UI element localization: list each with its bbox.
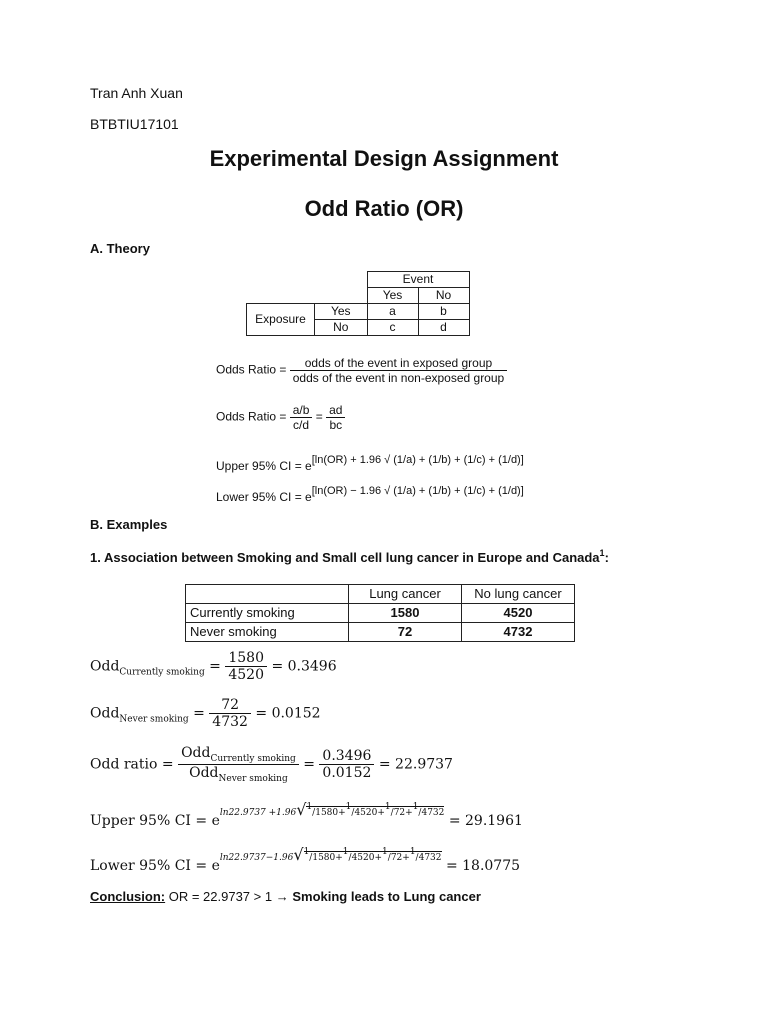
equals: = <box>209 658 221 675</box>
odd-currently-fraction <box>225 650 267 683</box>
slash: / <box>387 853 391 863</box>
or-numerator: odds of the event in exposed group <box>290 356 508 371</box>
table-row <box>186 604 575 623</box>
lower-ci-formula <box>216 485 524 504</box>
colon: : <box>604 550 609 565</box>
denom-c: 72 <box>393 808 406 818</box>
odd-ratio-symbolic-fraction <box>178 745 299 784</box>
exposure-yes: Yes <box>315 304 368 320</box>
cell-d: d <box>418 320 469 336</box>
denom-c: 72 <box>390 853 403 863</box>
odd-currently-equation <box>90 650 337 683</box>
slash: / <box>309 853 313 863</box>
equals: = <box>193 705 205 722</box>
cd: c/d <box>293 418 310 432</box>
one: 1 <box>303 847 310 857</box>
lower-ci-calculation <box>90 845 520 874</box>
cell-value: 72 <box>349 623 462 642</box>
denom-b: 4520 <box>351 853 375 863</box>
plus: + <box>335 853 343 863</box>
odds-ratio-formula <box>216 403 345 432</box>
exponent-head: ln22.9737 +1.96 <box>219 808 297 818</box>
cell-a: a <box>367 304 418 320</box>
slash: / <box>415 853 419 863</box>
upper-ci-label: Upper 95% CI = e <box>90 813 220 829</box>
odds-ratio-definition <box>216 356 507 385</box>
denominator <box>178 765 299 784</box>
plus: + <box>377 808 385 818</box>
numerator <box>178 745 299 765</box>
conclusion <box>90 889 481 904</box>
one: 1 <box>412 802 419 812</box>
slash: / <box>348 853 352 863</box>
odd-ratio-equation <box>90 745 453 784</box>
exposure-label: Exposure <box>247 304 315 336</box>
table-header-no-lung: No lung cancer <box>462 585 575 604</box>
bc: bc <box>329 418 343 432</box>
result: = 29.1961 <box>448 813 523 829</box>
contingency-table <box>246 271 470 336</box>
footnote-ref: 1 <box>599 548 605 558</box>
odds-ratio-label-2: Odds Ratio = <box>216 409 287 424</box>
upper-ci-formula <box>216 454 524 473</box>
denom-b: 4520 <box>354 808 378 818</box>
section-a-heading: A. Theory <box>90 241 150 256</box>
upper-exponent <box>219 800 445 819</box>
odd-symbol: Odd <box>181 745 211 761</box>
event-header: Event <box>367 272 469 288</box>
numerator: 0.3496 <box>319 748 374 765</box>
conclusion-text: Smoking leads to Lung cancer <box>292 889 481 904</box>
denom-d: 4732 <box>421 808 445 818</box>
radicand <box>303 847 442 863</box>
slash: / <box>418 808 422 818</box>
yes-header: Yes <box>367 288 418 304</box>
arrow-icon: → <box>275 889 289 904</box>
table-row <box>186 623 575 642</box>
table-header-row <box>186 585 575 604</box>
result: = 0.3496 <box>271 658 337 675</box>
ad: ad <box>326 403 345 418</box>
lower-ci-exponent: [ln(OR) − 1.96 √ (1/a) + (1/b) + (1/c) + (1/d)] <box>311 485 524 497</box>
numerator: 72 <box>209 697 251 714</box>
odd-ratio-numeric-fraction <box>319 748 374 781</box>
odds-ratio-label: Odds Ratio = <box>216 362 287 377</box>
denominator: 4732 <box>212 714 248 730</box>
one: 1 <box>345 802 352 812</box>
subscript-never: Never smoking <box>218 774 288 784</box>
plus: + <box>402 853 410 863</box>
or-denominator: odds of the event in non-exposed group <box>292 371 505 385</box>
cell-value: 4520 <box>462 604 575 623</box>
subscript-currently: Currently smoking <box>210 754 296 764</box>
radicand <box>306 802 445 818</box>
row-label: Currently smoking <box>186 604 349 623</box>
section-b-heading: B. Examples <box>90 517 168 532</box>
conclusion-value: OR = 22.9737 > 1 <box>168 889 273 904</box>
denom-d: 4732 <box>418 853 442 863</box>
lower-ci-label: Lower 95% CI = e <box>216 490 312 504</box>
cell-value: 4732 <box>462 623 575 642</box>
one: 1 <box>409 847 416 857</box>
result: = 22.9737 <box>378 756 453 773</box>
result: = 18.0775 <box>445 858 521 874</box>
table-header-blank <box>186 585 349 604</box>
upper-ci-exponent: [ln(OR) + 1.96 √ (1/a) + (1/b) + (1/c) + (1/d)] <box>311 454 524 466</box>
odds-ratio-fraction <box>290 356 508 385</box>
ab-over-cd <box>290 403 313 432</box>
example-1-text: 1. Association between Smoking and Small cell lung cancer in Europe and Canada <box>90 550 600 565</box>
table-header-lung: Lung cancer <box>349 585 462 604</box>
odd-never-fraction <box>209 697 251 730</box>
denominator: 4520 <box>228 667 264 683</box>
slash: / <box>351 808 355 818</box>
one: 1 <box>384 802 391 812</box>
example-1-heading <box>90 548 609 565</box>
odd-symbol: Odd <box>90 658 120 675</box>
cell-c: c <box>367 320 418 336</box>
document-subtitle: Odd Ratio (OR) <box>304 196 464 221</box>
equals: = <box>303 756 315 773</box>
conclusion-label: Conclusion: <box>90 889 166 904</box>
denominator: 0.0152 <box>322 765 372 781</box>
one: 1 <box>382 847 388 857</box>
exponent-head: ln22.9737−1.96 <box>219 853 294 863</box>
plus: + <box>374 853 383 863</box>
denom-a: 1580 <box>315 808 339 818</box>
subscript-never: Never smoking <box>119 714 189 725</box>
plus: + <box>405 808 413 818</box>
upper-ci-calculation <box>90 800 523 829</box>
sqrt-icon: √ <box>296 800 307 819</box>
one: 1 <box>342 847 349 857</box>
plus: + <box>338 808 346 818</box>
row-label: Never smoking <box>186 623 349 642</box>
lower-ci-label: Lower 95% CI = e <box>90 858 220 874</box>
ab: a/b <box>290 403 313 418</box>
smoking-table <box>185 584 575 642</box>
result: = 0.0152 <box>255 705 321 722</box>
exposure-no: No <box>315 320 368 336</box>
upper-ci-label: Upper 95% CI = e <box>216 459 312 473</box>
numerator: 1580 <box>225 650 267 667</box>
document-title: Experimental Design Assignment <box>209 146 559 171</box>
subscript-currently: Currently smoking <box>119 667 205 678</box>
denom-a: 1580 <box>312 853 336 863</box>
student-id: BTBTIU17101 <box>90 116 179 132</box>
cell-value: 1580 <box>349 604 462 623</box>
odd-symbol: Odd <box>90 705 120 722</box>
odd-ratio-label: Odd ratio = <box>90 756 174 773</box>
lower-exponent <box>219 845 442 864</box>
ad-over-bc <box>326 403 345 432</box>
cell-b: b <box>418 304 469 320</box>
odd-symbol: Odd <box>189 765 219 781</box>
slash: / <box>390 808 394 818</box>
slash: / <box>312 808 316 818</box>
one: 1 <box>306 802 313 812</box>
equals: = <box>315 409 323 424</box>
sqrt-icon: √ <box>293 845 304 864</box>
odd-never-equation <box>90 697 321 730</box>
author-name: Tran Anh Xuan <box>90 85 183 101</box>
no-header: No <box>418 288 469 304</box>
